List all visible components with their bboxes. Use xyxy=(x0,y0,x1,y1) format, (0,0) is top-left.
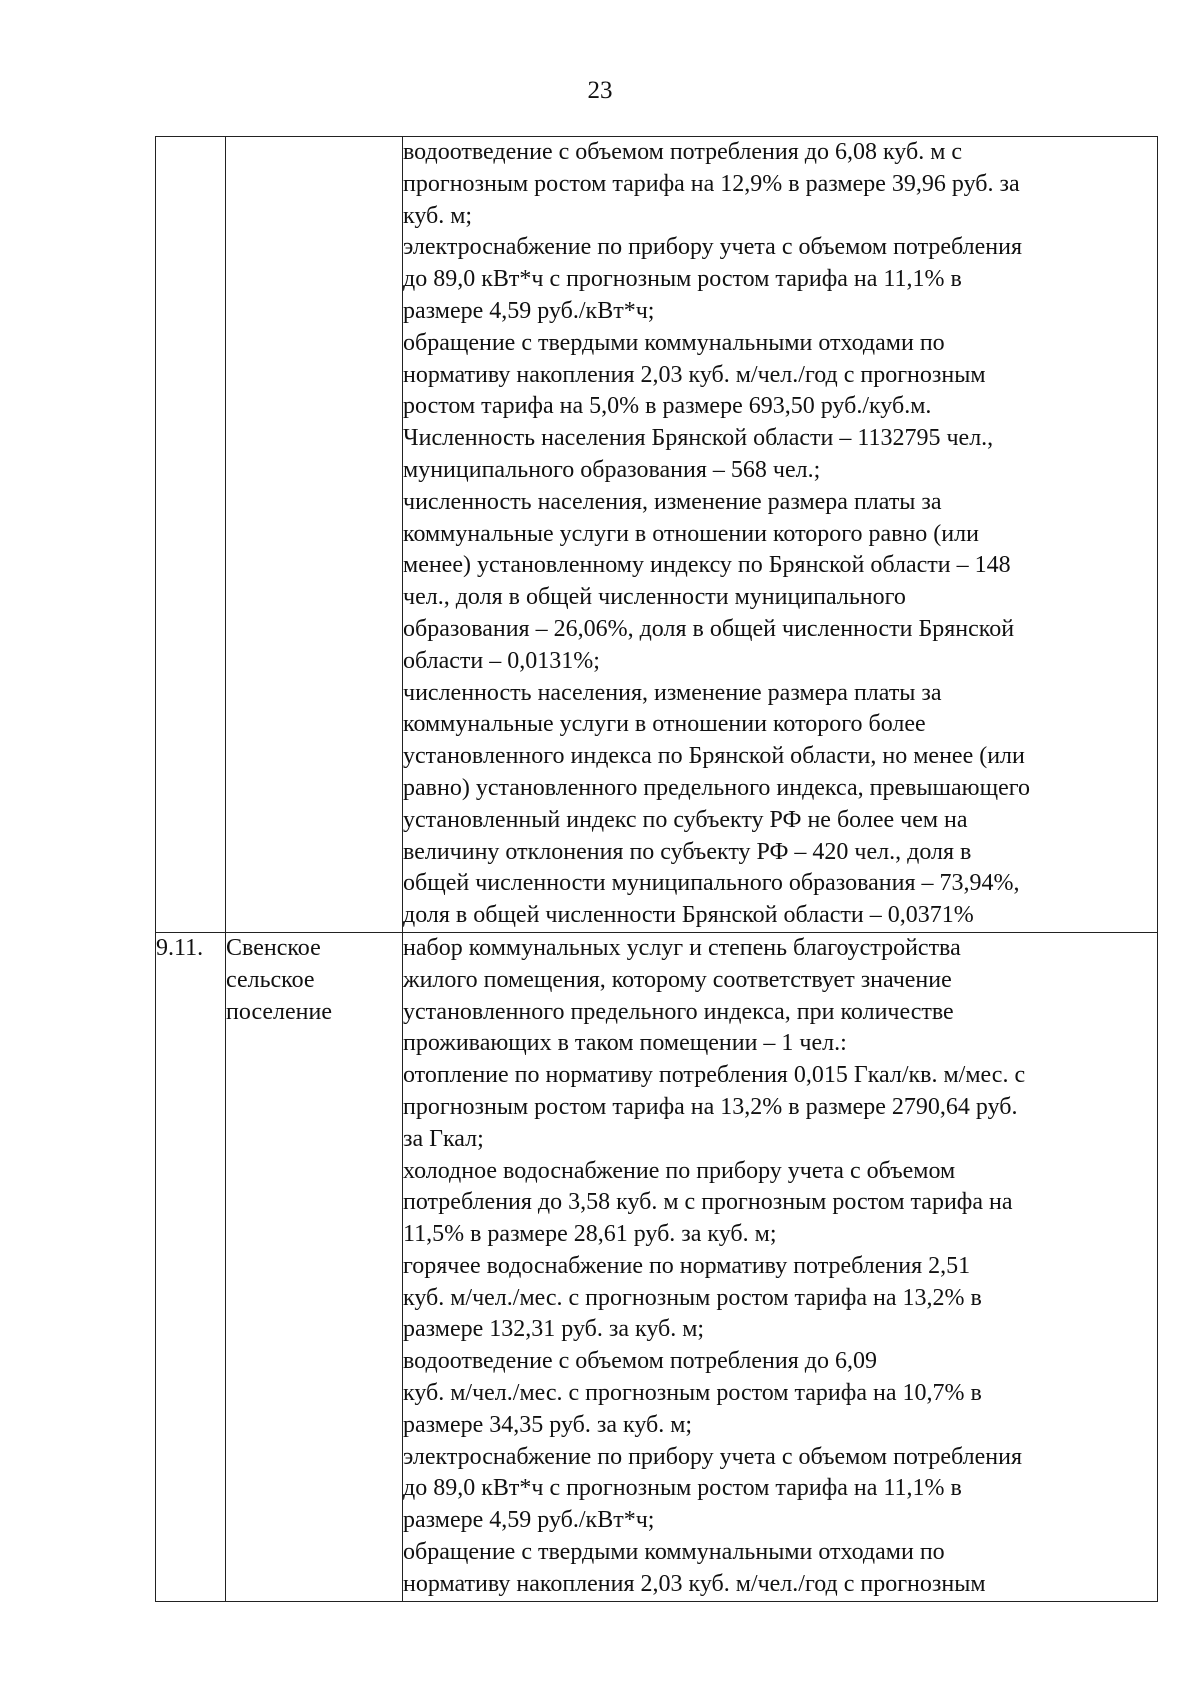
row-number-cell xyxy=(156,932,226,1601)
municipality-name-line: Свенское xyxy=(226,934,321,961)
description-line: жилого помещения, которому соответствует значение xyxy=(403,966,952,993)
description-line: обращение с твердыми коммунальными отходами по xyxy=(403,1539,945,1566)
description-line: численность населения, изменение размера платы за xyxy=(403,679,942,706)
description-line: равно) установленного предельного индекса, превышающего xyxy=(403,774,1030,801)
description-line: установленный индекс по субъекту РФ не более чем на xyxy=(403,806,968,833)
description-line: численность населения, изменение размера платы за xyxy=(403,488,942,515)
description-line: области – 0,0131%; xyxy=(403,647,600,674)
description-line: водоотведение с объемом потребления до 6,08 куб. м с xyxy=(403,139,963,165)
description-line: установленного индекса по Брянской области, но менее (или xyxy=(403,743,1025,770)
description-line: нормативу накопления 2,03 куб. м/чел./год с прогнозным xyxy=(403,361,986,388)
row-number-cell xyxy=(156,137,226,933)
description-line: размере 34,35 руб. за куб. м; xyxy=(403,1411,693,1438)
description-line: потребления до 3,58 куб. м с прогнозным ростом тарифа на xyxy=(403,1189,1013,1216)
description-line: коммунальные услуги в отношении которого равно (или xyxy=(403,520,979,547)
municipality-name-line: сельское xyxy=(226,966,315,993)
description-line: отопление по нормативу потребления 0,015 Гкал/кв. м/мес. с xyxy=(403,1062,1026,1089)
row-number: 9.11. xyxy=(156,934,204,961)
description-line: муниципального образования – 568 чел.; xyxy=(403,456,821,483)
description-line: куб. м/чел./мес. с прогнозным ростом тарифа на 10,7% в xyxy=(403,1380,982,1407)
description-line: электроснабжение по прибору учета с объемом потребления xyxy=(403,234,1022,261)
description-line: установленного предельного индекса, при количестве xyxy=(403,998,954,1025)
table-row xyxy=(156,137,1158,933)
description-cell xyxy=(403,137,1158,933)
description-cell xyxy=(403,932,1158,1601)
description-line: образования – 26,06%, доля в общей численности Брянской xyxy=(403,615,1015,642)
municipality-name-cell xyxy=(226,932,403,1601)
description-line: за Гкал; xyxy=(403,1125,484,1152)
description-line: нормативу накопления 2,03 куб. м/чел./год с прогнозным xyxy=(403,1570,986,1597)
description-line: обращение с твердыми коммунальными отходами по xyxy=(403,329,945,356)
table-row xyxy=(156,932,1158,1601)
description-line: 11,5% в размере 28,61 руб. за куб. м; xyxy=(403,1221,777,1248)
description-line: доля в общей численности Брянской области – 0,0371% xyxy=(403,902,974,929)
description-line: куб. м; xyxy=(403,202,473,229)
description-line: общей численности муниципального образования – 73,94%, xyxy=(403,870,1020,897)
description-line: чел., доля в общей численности муниципального xyxy=(403,584,906,611)
description-line: прогнозным ростом тарифа на 13,2% в размере 2790,64 руб. xyxy=(403,1093,1018,1120)
description-line: электроснабжение по прибору учета с объемом потребления xyxy=(403,1443,1022,1470)
description-line: до 89,0 кВт*ч с прогнозным ростом тарифа на 11,1% в xyxy=(403,266,962,293)
description-line: до 89,0 кВт*ч с прогнозным ростом тарифа на 11,1% в xyxy=(403,1475,962,1502)
description-line: холодное водоснабжение по прибору учета с объемом xyxy=(403,1157,956,1184)
page-number: 23 xyxy=(587,77,613,104)
description-line: водоотведение с объемом потребления до 6,09 xyxy=(403,1348,877,1375)
municipality-name-cell xyxy=(226,137,403,933)
description-line: прогнозным ростом тарифа на 12,9% в размере 39,96 руб. за xyxy=(403,170,1020,197)
description-line: размере 4,59 руб./кВт*ч; xyxy=(403,297,655,324)
description-line: куб. м/чел./мес. с прогнозным ростом тарифа на 13,2% в xyxy=(403,1284,982,1311)
description-line: набор коммунальных услуг и степень благоустройства xyxy=(403,934,961,961)
municipality-name-line: поселение xyxy=(226,998,333,1025)
description-line: размере 132,31 руб. за куб. м; xyxy=(403,1316,705,1343)
description-line: величину отклонения по субъекту РФ – 420 чел., доля в xyxy=(403,838,972,865)
description-line: ростом тарифа на 5,0% в размере 693,50 руб./куб.м. xyxy=(403,393,932,420)
table-body xyxy=(156,137,1158,1602)
description-line: проживающих в таком помещении – 1 чел.: xyxy=(403,1030,847,1057)
description-line: Численность населения Брянской области – 1132795 чел., xyxy=(403,425,994,452)
description-line: менее) установленному индексу по Брянской области – 148 xyxy=(403,552,1011,579)
tariff-table xyxy=(155,136,1158,1602)
description-line: размере 4,59 руб./кВт*ч; xyxy=(403,1507,655,1534)
description-line: коммунальные услуги в отношении которого более xyxy=(403,711,926,738)
description-line: горячее водоснабжение по нормативу потребления 2,51 xyxy=(403,1252,971,1279)
